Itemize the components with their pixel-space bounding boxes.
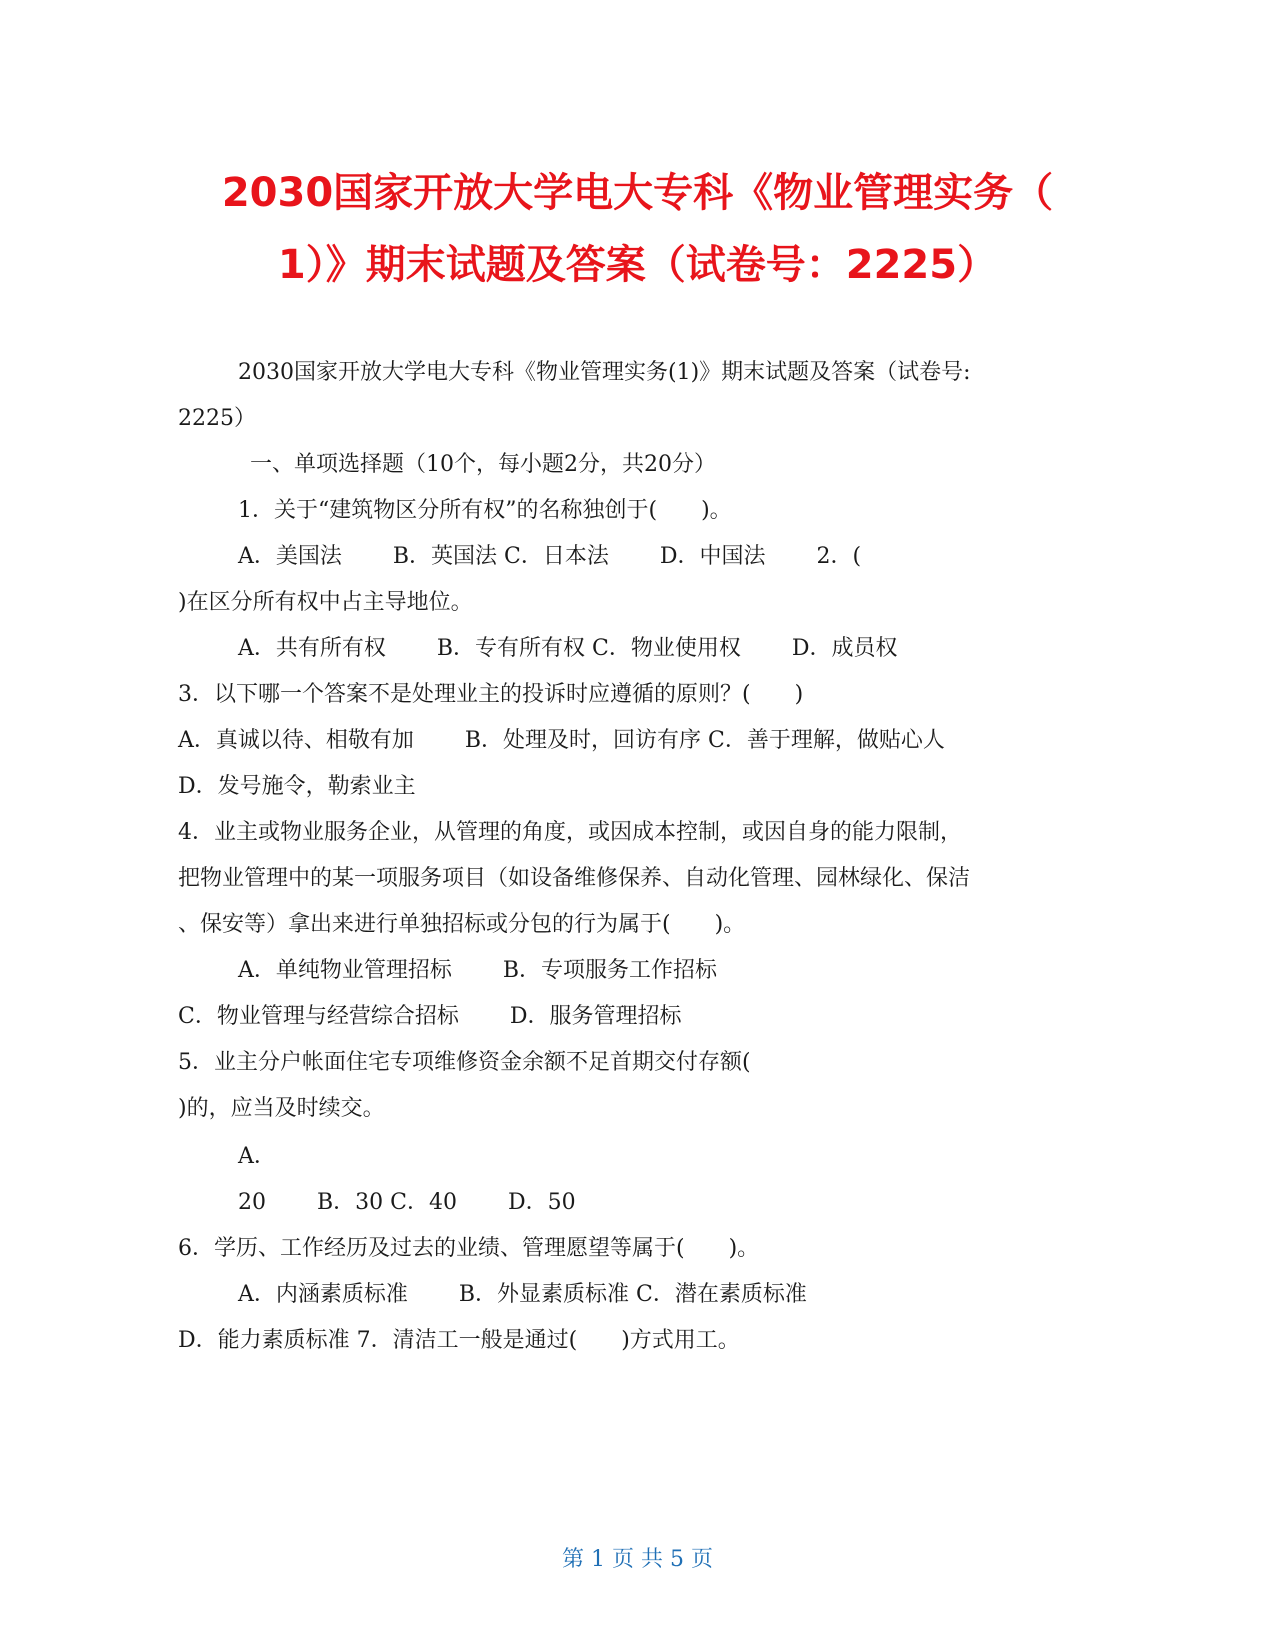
question-1: 1．关于“建筑物区分所有权”的名称独创于( )。: [238, 498, 732, 523]
section-heading: 一、单项选择题（10个，每小题2分，共20分）: [250, 452, 716, 477]
question-4: 4．业主或物业服务企业，从管理的角度，或因成本控制，或因自身的能力限制，: [178, 820, 962, 845]
question-3-option-d: D．发号施令，勒索业主: [178, 774, 416, 799]
question-5: 5．业主分户帐面住宅专项维修资金余额不足首期交付存额(: [178, 1050, 751, 1075]
question-3: 3．以下哪一个答案不是处理业主的投诉时应遵循的原则？( ): [178, 682, 804, 707]
question-4-options: A．单纯物业管理招标 B．专项服务工作招标: [238, 958, 718, 983]
question-4-continued: 、保安等）拿出来进行单独招标或分包的行为属于( )。: [178, 912, 746, 937]
page-number: 第 1 页 共 5 页: [562, 1547, 713, 1572]
question-2-options: A．共有所有权 B．专有所有权 C．物业使用权 D．成员权: [238, 636, 898, 661]
question-4-options: C．物业管理与经营综合招标 D．服务管理招标: [178, 1004, 682, 1029]
question-5-continued: )的，应当及时续交。: [178, 1096, 385, 1121]
question-6-option-d-and-question-7: D．能力素质标准 7．清洁工一般是通过( )方式用工。: [178, 1328, 740, 1353]
question-5-option-a: A．: [238, 1144, 276, 1169]
document-title-line-1: 2030国家开放大学电大专科《物业管理实务（: [221, 170, 1054, 216]
question-2: )在区分所有权中占主导地位。: [178, 590, 473, 615]
question-5-options: 20 B．30 C．40 D．50: [238, 1190, 576, 1215]
body-line: 2030国家开放大学电大专科《物业管理实务(1)》期末试题及答案（试卷号:: [238, 360, 971, 385]
question-3-options: A．真诚以待、相敬有加 B．处理及时，回访有序 C．善于理解，做贴心人: [178, 728, 945, 753]
question-6: 6．学历、工作经历及过去的业绩、管理愿望等属于( )。: [178, 1236, 760, 1261]
question-4-continued: 把物业管理中的某一项服务项目（如设备维修保养、自动化管理、园林绿化、保洁: [178, 866, 971, 891]
question-6-options: A．内涵素质标准 B．外显素质标准 C．潜在素质标准: [238, 1282, 807, 1307]
question-1-options: A．美国法 B．英国法 C．日本法 D．中国法 2．(: [238, 544, 862, 569]
document-title-line-2: 1）》期末试题及答案（试卷号：2225）: [277, 242, 998, 288]
body-line: 2225）: [178, 406, 256, 431]
